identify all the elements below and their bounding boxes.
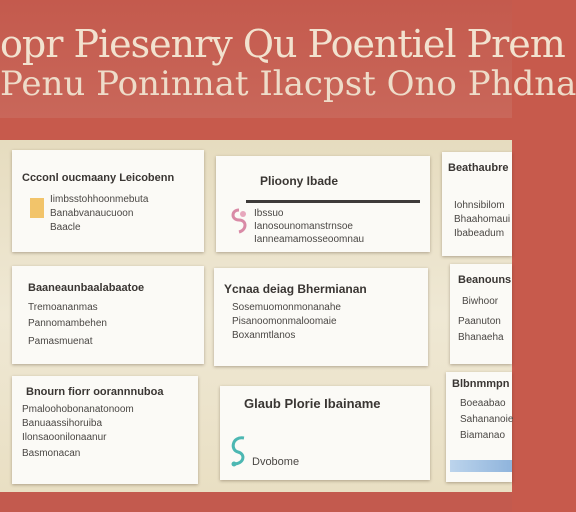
card-2-heading: Plioony Ibade: [260, 174, 339, 188]
title-line-1: opr Piesenry Qu Poentiel Prem: [0, 22, 565, 66]
card-5: [214, 268, 428, 366]
card-7-heading: Bnourn fiorr oorannnuboa: [26, 386, 164, 398]
card-3-heading: Beathaubre: [448, 162, 509, 174]
card-9-heading: Blbnmmpn: [452, 378, 510, 390]
card-2-line-3: Ianneamamosseoomnau: [254, 234, 365, 245]
card-2-divider: [246, 200, 420, 203]
card-5-line-1: Sosemuomonmonanahe: [232, 302, 341, 313]
card-1-line-3: Baacle: [50, 222, 81, 233]
card-8: [220, 386, 430, 480]
card-6-line-1: Biwhoor: [462, 296, 499, 307]
card-9-line-3: Biamanao: [460, 430, 506, 441]
teal-swirl-icon: [226, 434, 252, 468]
card-9-line-2: Sahananoie: [460, 414, 514, 425]
card-7-line-4: Basmonacan: [22, 448, 81, 459]
card-3-line-1: Iohnsibilom: [454, 200, 505, 211]
card-3: [442, 152, 512, 256]
card-4-heading: Baaneaunbaalabaatoe: [28, 282, 145, 294]
footer-strip: [0, 492, 512, 512]
card-2: [216, 156, 430, 252]
card-7-line-1: Pmaloohobonanatonoom: [22, 404, 134, 415]
card-9-line-1: Boeaabao: [460, 398, 506, 409]
title-line-2: Penu Poninnat Ilacpst Ono Phdna: [0, 64, 576, 104]
card-2-line-2: Ianosounomanstrnsoe: [254, 221, 353, 232]
card-7-line-2: Banuaassihoruiba: [22, 418, 103, 429]
card-5-heading: Ycnaa deiag Bhermianan: [224, 282, 367, 296]
card-4-line-1: Tremoananmas: [28, 302, 98, 313]
pink-swirl-icon: [228, 206, 250, 236]
card-6: [450, 264, 512, 364]
card-4-line-2: Pannomambehen: [28, 318, 107, 329]
card-5-line-2: Pisanoomonmaloomaie: [232, 316, 337, 327]
card-1-line-2: Banabvanaucuoon: [50, 208, 134, 219]
card-4-line-3: Pamasmuenat: [28, 336, 93, 347]
card-5-line-3: Boxanmtlanos: [232, 330, 296, 341]
card-6-line-3: Bhanaeha: [458, 332, 504, 343]
blue-accent-bar: [450, 460, 512, 472]
card-6-heading: Beanouns: [458, 274, 512, 286]
card-7: [12, 376, 198, 484]
card-6-line-2: Paanuton: [458, 316, 501, 327]
card-4: [12, 266, 204, 364]
card-3-line-3: Ibabeadum: [454, 228, 505, 239]
card-1-line-1: Iimbsstohhoonmebuta: [50, 194, 149, 205]
title-banner: [0, 0, 576, 118]
card-7-line-3: Ilonsaoonilonaanur: [22, 432, 107, 443]
card-1: [12, 150, 204, 252]
card-1-heading: Ccconl oucmaany Leicobenn: [22, 172, 175, 184]
card-9: [446, 372, 512, 482]
sticky-note-icon: [30, 198, 44, 218]
card-8-line-1: Dvobome: [252, 456, 300, 468]
card-2-line-1: Ibssuo: [254, 208, 284, 219]
card-8-heading: Glaub Plorie Ibainame: [244, 396, 381, 411]
card-3-line-2: Bhaahomaui: [454, 214, 511, 225]
